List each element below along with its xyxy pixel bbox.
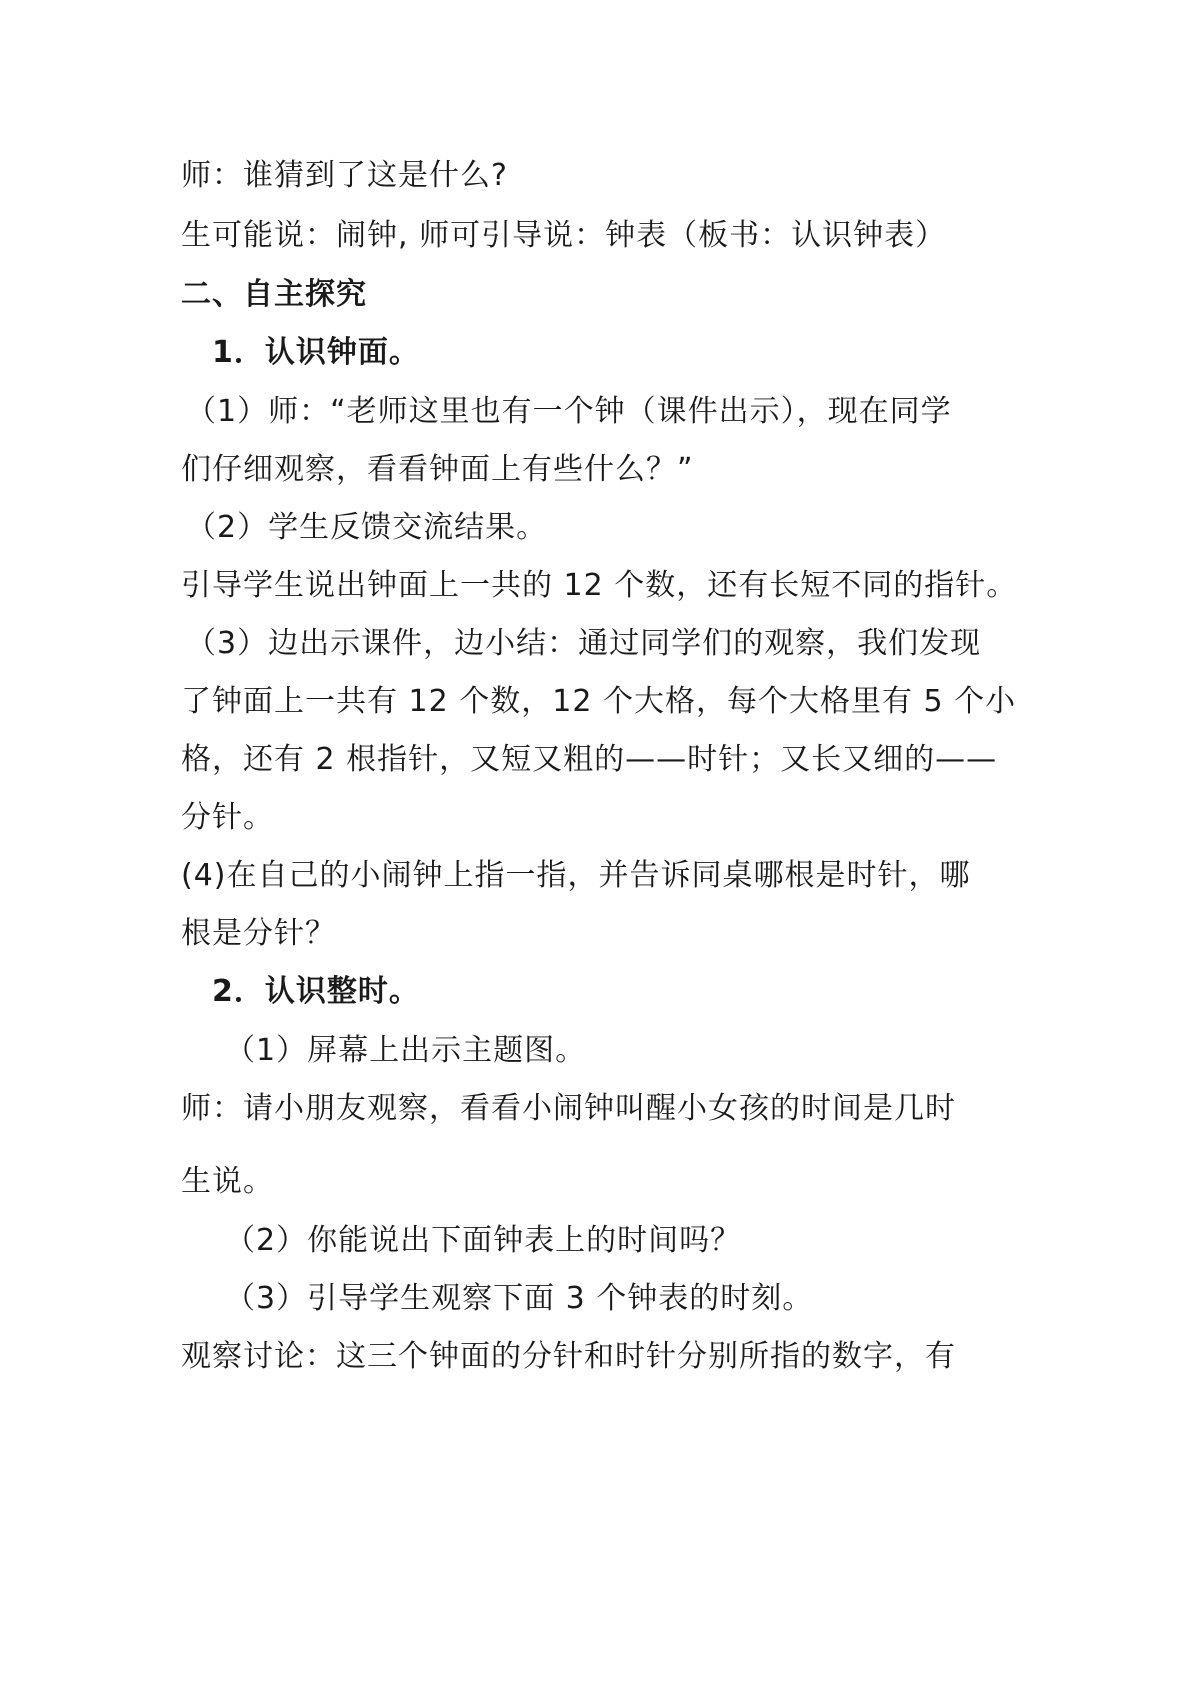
text-line-teacher-question: 师：谁猜到了这是什么?	[181, 158, 508, 193]
section-heading-self-exploration: 二、自主探究	[181, 277, 367, 312]
text-line-step-4-continued: 根是分针？	[181, 916, 336, 951]
text-line-step-2: （2）学生反馈交流结果。	[186, 510, 548, 545]
text-line-discussion: 观察讨论：这三个钟面的分针和时针分别所指的数字，有	[181, 1339, 956, 1374]
text-line-step-3-continued-2: 格，还有 2 根指针，又短又粗的——时针；又长又细的——	[181, 742, 998, 777]
text-line-student-answer: 生可能说：闹钟, 师可引导说：钟表（板书：认识钟表）	[181, 218, 947, 253]
text-line-step-3-continued-3: 分针。	[181, 800, 274, 835]
text-line-step-1-continued: 们仔细观察，看看钟面上有些什么？”	[181, 452, 694, 487]
text-line-step-3-continued-1: 了钟面上一共有 12 个数，12 个大格，每个大格里有 5 个小	[181, 684, 1017, 719]
subheading-whole-hour: 2．认识整时。	[212, 974, 420, 1009]
text-line-guidance: 引导学生说出钟面上一共的 12 个数，还有长短不同的指针。	[181, 568, 1018, 603]
text-line-step-3: （3）边出示课件，边小结：通过同学们的观察，我们发现	[186, 626, 982, 661]
text-line-step-3b: （3）引导学生观察下面 3 个钟表的时刻。	[225, 1281, 814, 1316]
subheading-clock-face: 1．认识钟面。	[212, 335, 420, 370]
text-line-students-say: 生说。	[181, 1164, 274, 1199]
text-line-teacher-prompt: 师：请小朋友观察，看看小闹钟叫醒小女孩的时间是几时	[181, 1091, 956, 1126]
text-line-step-4: (4)在自己的小闹钟上指一指，并告诉同桌哪根是时针，哪	[181, 858, 971, 893]
text-line-theme-image: （1）屏幕上出示主题图。	[225, 1033, 587, 1068]
text-line-step-1: （1）师：“老师这里也有一个钟（课件出示），现在同学	[186, 394, 952, 429]
text-line-step-2b: （2）你能说出下面钟表上的时间吗？	[225, 1223, 742, 1258]
